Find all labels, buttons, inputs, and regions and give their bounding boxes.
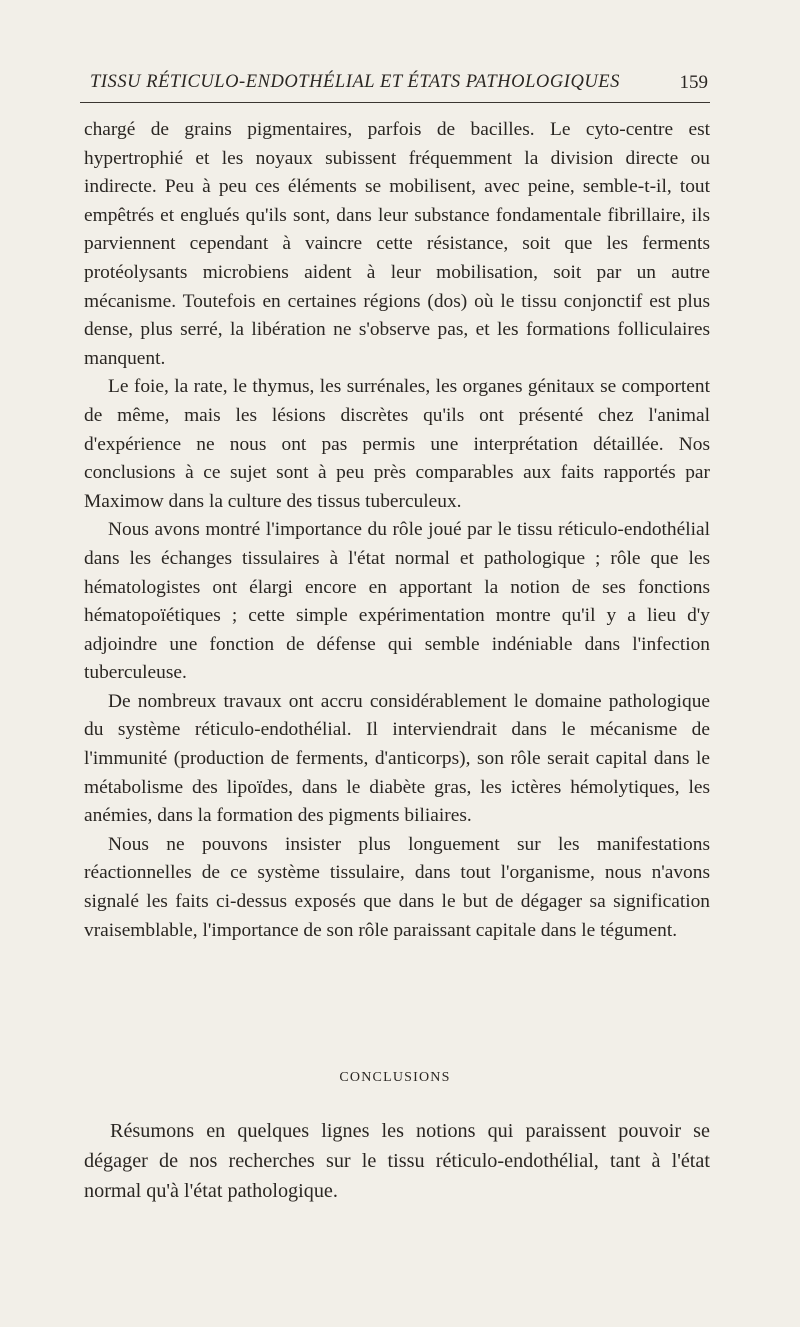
paragraph-manifestations: Nous ne pouvons insister plus longuement sur les manifestations réactionnelles de ce système tissulaire, dans tout l'organisme, nous n'avons signalé les faits ci-dessus exposés que dans le but de dégager sa signification vraisemblable, l'importance de son rôle paraissant capitale dans le tégument. (84, 833, 710, 941)
section-heading: CONCLUSIONS (339, 1070, 451, 1085)
conclusion-paragraph: Résumons en quelques lignes les notions qui paraissent pouvoir se dégager de nos recherches sur le tissu réticulo-endothélial, tant à l'état normal qu'à l'état pathologique. (84, 1120, 710, 1202)
paragraph-organs: Le foie, la rate, le thymus, les surrénales, les organes génitaux se comportent de même, mais les lésions discrètes qu'ils ont présenté chez l'animal d'expérience ne nous ont pas permis une interprétation détaillée. Nos conclusions à ce sujet sont à peu près comparables aux faits rapportés par Maximow dans la culture des tissus tuberculeux. (84, 376, 710, 512)
paragraph-domain: De nombreux travaux ont accru considérablement le domaine pathologique du système réticulo-endothélial. Il interviendrait dans le mécanisme de l'immunité (production de ferments, d'anticorps), son rôle serait capital dans le métabolisme des lipoïdes, dans le diabète gras, les ictères hémolytiques, les anémies, dans la formation des pigments biliaires. (84, 690, 710, 827)
paragraph-role: Nous avons montré l'importance du rôle joué par le tissu réticulo-endothélial dans les échanges tissulaires à l'état normal et pathologique ; rôle que les hématologistes ont élargi encore en apportant la notion de ses fonctions hématopoïétiques ; cette simple expérimentation montre qu'il y a lieu d'y adjoindre une fonction de défense qui semble indéniable dans l'infection tuberculeuse. (84, 519, 710, 684)
running-title: TISSU RÉTICULO-ENDOTHÉLIAL ET ÉTATS PATHOLOGIQUES (90, 72, 620, 92)
paragraph-continuation: chargé de grains pigmentaires, parfois de bacilles. Le cyto-centre est hypertrophié et les noyaux subissent fréquemment la division directe ou indirecte. Peu à peu ces éléments se mobilisent, avec peine, semble-t-il, tout empêtrés et englués qu'ils sont, dans leur substance fondamentale fibrillaire, ils parviennent cependant à vaincre cette résistance, soit que les ferments protéolysants microbiens aident à leur mobilisation, soit par un autre mécanisme. Toutefois en certaines régions (dos) où le tissu conjonctif est plus dense, plus serré, la libération ne s'observe pas, et les formations folliculaires manquent. (84, 119, 710, 369)
body-text (84, 116, 710, 945)
page-number: 159 (679, 72, 708, 93)
page-header (80, 70, 710, 103)
